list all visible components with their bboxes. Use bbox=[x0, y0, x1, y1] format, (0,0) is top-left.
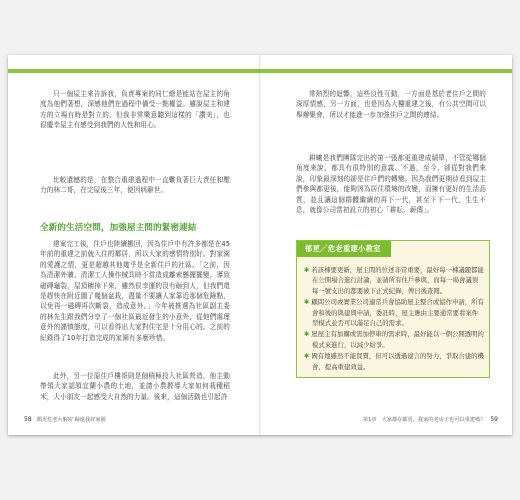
right-paragraph-1: 常熱烈的迴響，這些良性互動，一方面是基於老住戶之間的深厚情感，另一方面，也是因為大樓重建之後，有公共空間可以舉辦聚會，所以才能進一步加強住戶之間的連結。 bbox=[296, 90, 486, 119]
chapter-label: 第1章 bbox=[362, 417, 377, 423]
right-page bbox=[260, 55, 512, 435]
tip-item: ✱ 國有地雖然不能買賣，但可以透過建言的努力，爭取合建的機會，提高重建效益。 bbox=[304, 352, 484, 371]
left-paragraph-4: 此外，另一位原住戶樓哥則是個積極投入社區營造，他主動帶領大家認領宜蘭小農的土地，並請小農教導大家如何栽種稻米，大小朋友一起感受大自然的力量。後來，這個活動也引起許 bbox=[40, 372, 230, 401]
tip-item: ✱ 若該棟要更新，屋主間的位述非常重要，最好每一棟議題都能在公開場合進行討論，並請所有住戶參與，而每一場會議須每一號支出的都要被下正式紀錄，俾日後查閱。 bbox=[304, 266, 484, 295]
left-paragraph-1: 只一個屋主來告訴我，負責專案的同仁總是能站在屋主的角度為他們著想，深感他們在過程中備受一點權益。雖說屋主和建方的立場有時是對立的，但我非常樂意聽到這樣的「讚美」，也很慶幸屋主有感受到我們的人性和用心。 bbox=[40, 90, 230, 130]
right-page-top-bar bbox=[260, 69, 512, 73]
right-page-footer bbox=[363, 416, 498, 423]
tip-box bbox=[296, 240, 490, 378]
tip-item: ✱ 顧問公司或實業公司適常兵會協助屋主整合或協作申請，所有會和後的與建與申請，委託時，屋主應由主要通常要看案件型模式並否可以滿足自己的需求。 bbox=[304, 298, 484, 328]
chapter-title: 大家都在都更，我家的老房子也可以重建嗎？ bbox=[381, 417, 486, 423]
star-bullet-icon: ✱ bbox=[304, 298, 310, 307]
book-title: 都更危老大解密 歸還我好家園 bbox=[36, 417, 106, 423]
left-page-number: 58 bbox=[24, 416, 32, 423]
left-page-footer bbox=[24, 416, 106, 423]
tip-list bbox=[304, 265, 484, 373]
book-spread bbox=[8, 55, 512, 435]
left-paragraph-3: 建案完工後，住戶也陸續搬回，因為住戶中有許多都是在45年前的重建之前就入住的鄰居，所以大家的感情特別好。對家園的愛護之情，更是超越其他幾乎是全新住戶的社區。「之前，因為清潔外牆、清潔工人操作械具時不當造成離索懸擺擺變，導致磁磚龜裂，屋頂櫥掉下來，雖然很幸運的沒有砸到人，但我們還是趕快在附近圍了幾個盆栽，盡量不要讓人家靠近那個危險點，以免再一磁磚再次斷裂，造成意外。」今年被推選為社區副主委的林先生跟我們分享了一個社區最近發生的小意外，從他們處理意外的謹慎態度，可以看得出大家對住宅是十分用心的。之前的紀錄得了10年打造完成的家園有多麼珍惜。 bbox=[40, 240, 230, 342]
star-bullet-icon: ✱ bbox=[304, 266, 310, 274]
left-page-top-bar bbox=[8, 69, 260, 73]
star-bullet-icon: ✱ bbox=[304, 330, 310, 339]
right-page-number: 59 bbox=[490, 416, 498, 423]
left-page bbox=[8, 55, 260, 435]
tip-box-title: 郁更／危老重建小教室 bbox=[297, 241, 391, 257]
tip-item: ✱ 屋屋主有加購或需加停車的需求時，最好能以一個公開透明的模式來進行，以減少紛爭。 bbox=[304, 330, 484, 349]
star-bullet-icon: ✱ bbox=[304, 352, 310, 361]
right-paragraph-2: 耕曦是我們團隊完出的第一張都更重建成績單，不管從哪個角度來說，都具有很特別的意義。不過，至今，卻從對我們來說，印象最深刻的卻是住戶們的轉變。因為我們更期待看到屋主們參與都更後，能夠因為居住環境的改變，而擁有更好的生活品質，並且讓這個群體繼續的再下一代，甚至下下一代，生生不息，就像公司當初設立的初心「耕耘、薪傳」。 bbox=[296, 154, 486, 215]
left-paragraph-2: 比較遺憾的是，在整合重建過程中一直難負著巨大責任和壓力的林二哥，在完屋後三年，便因病辭世。 bbox=[40, 176, 230, 195]
section-heading: 全新的生活空間，加強屋主間的緊密連結 bbox=[40, 223, 197, 233]
